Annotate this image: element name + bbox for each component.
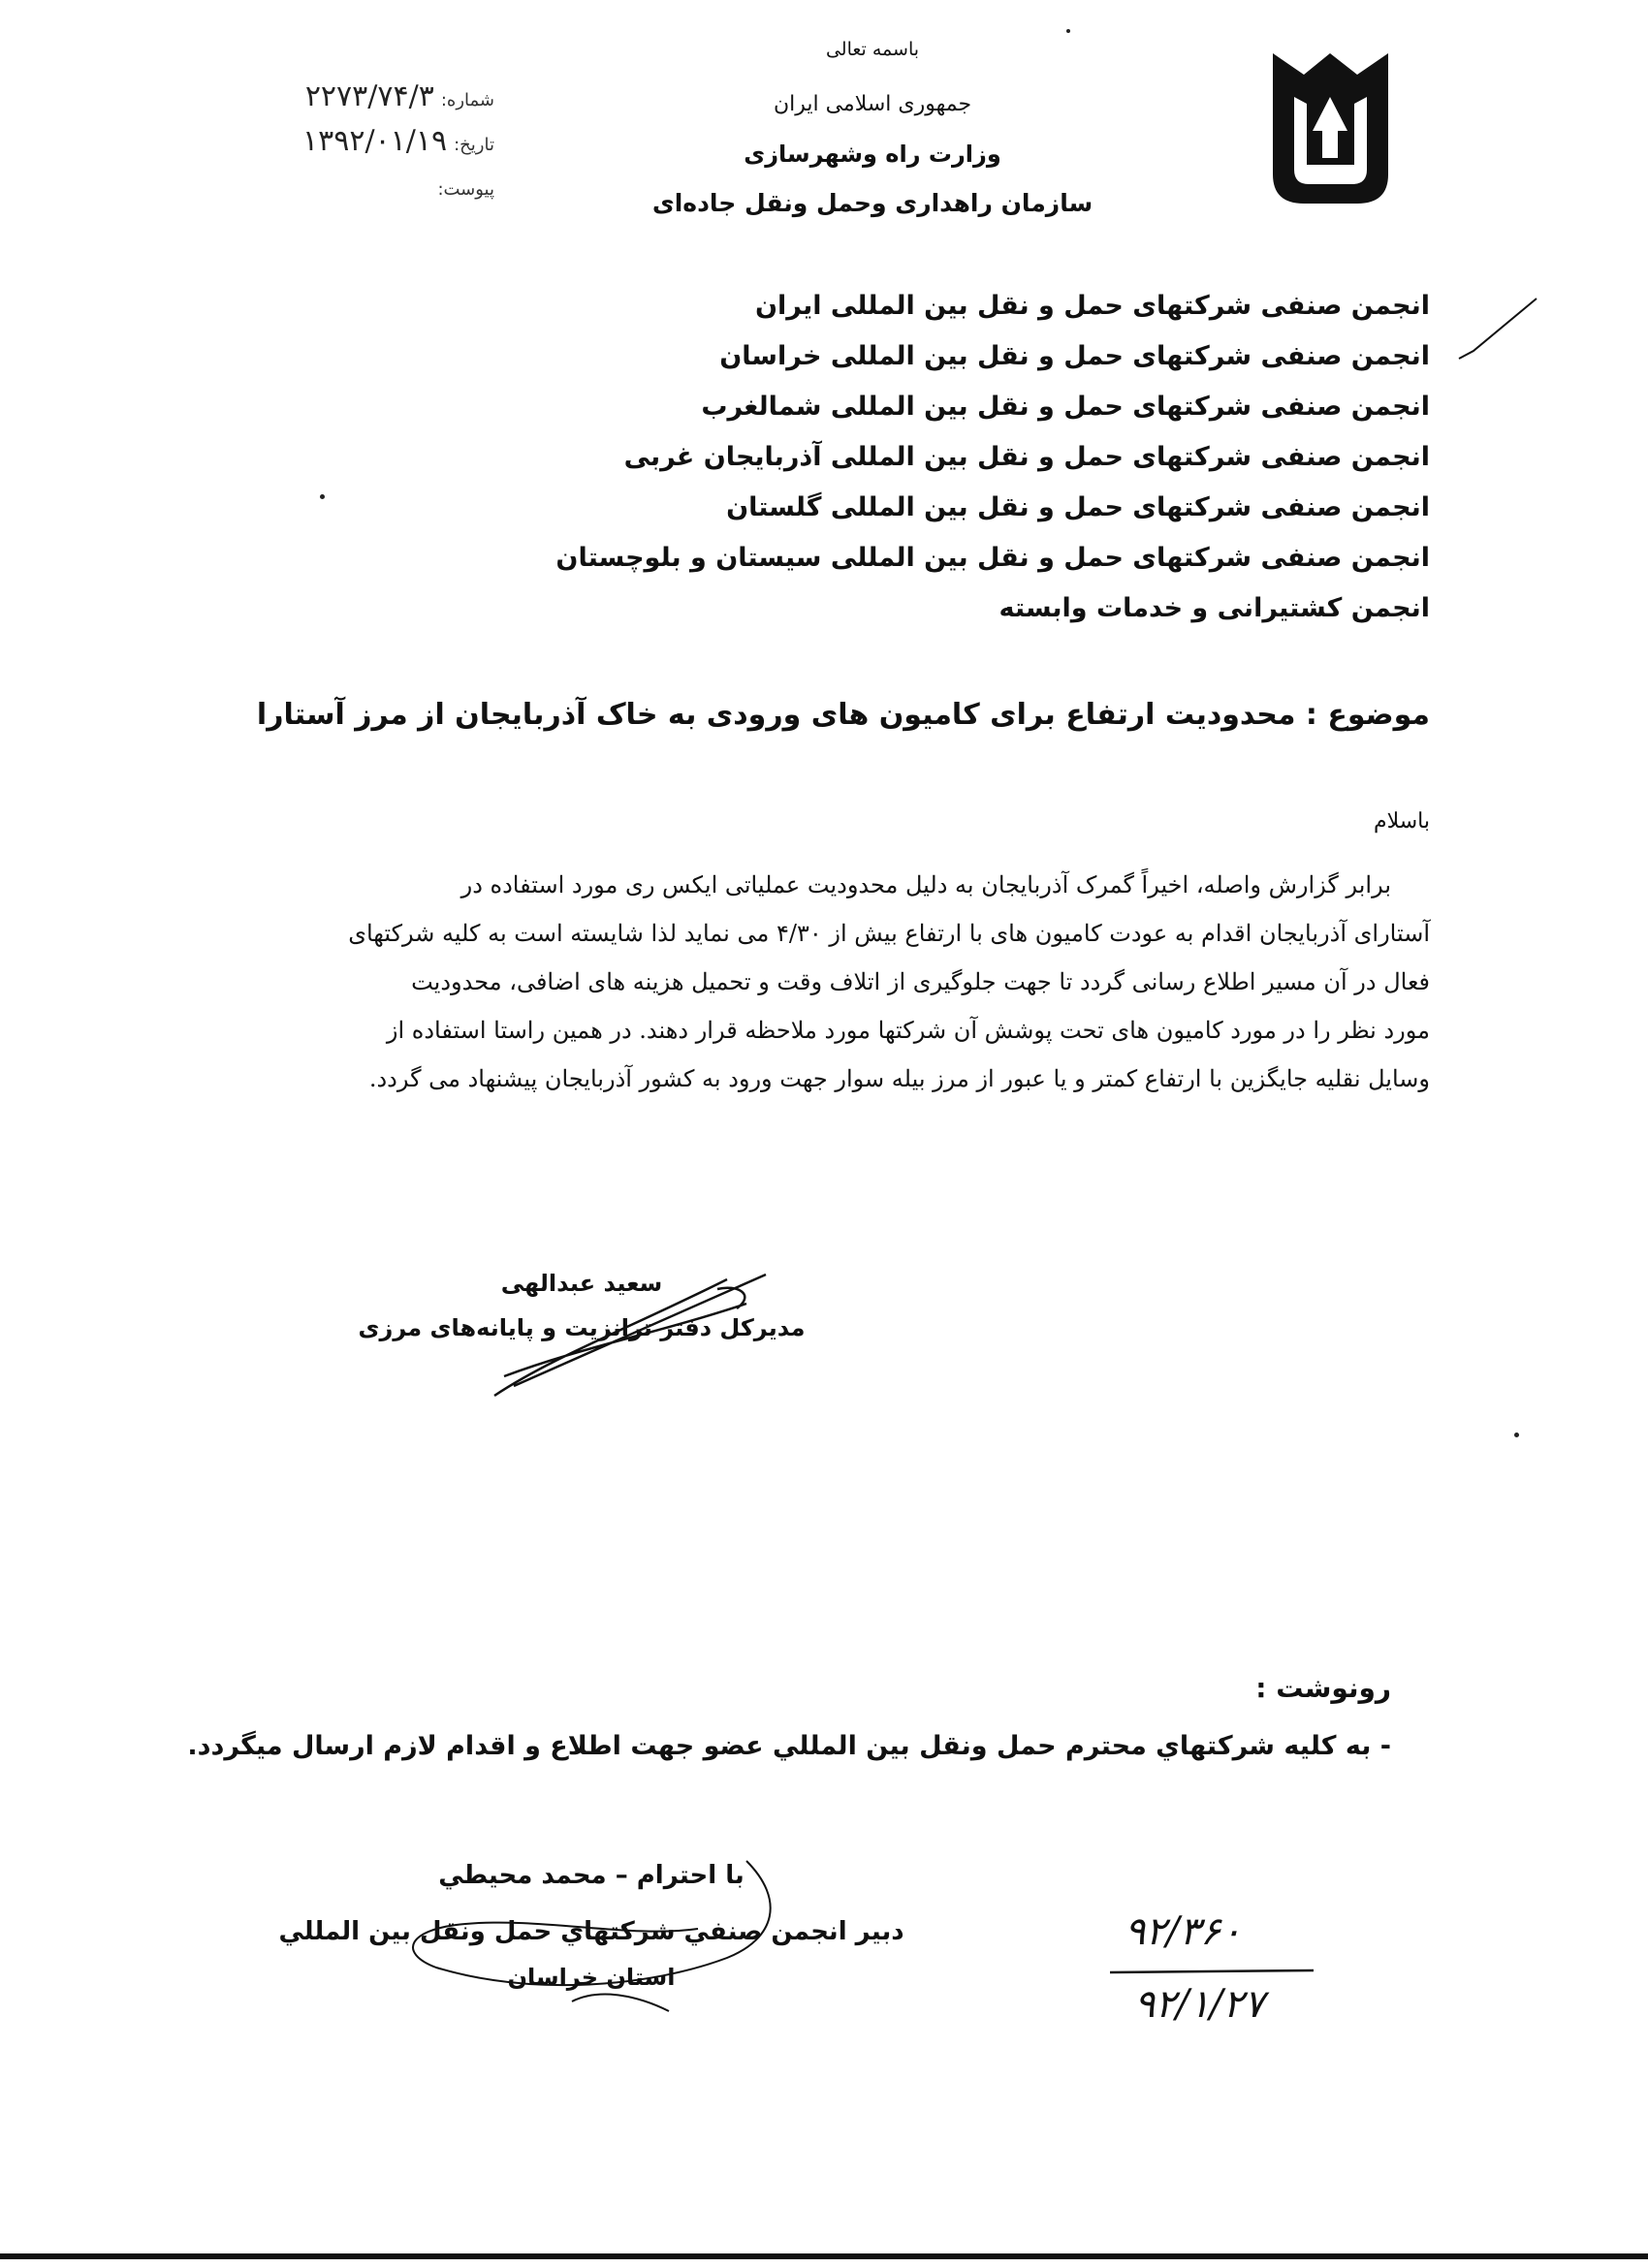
recipient-item: انجمن صنفی شرکتهای حمل و نقل بین المللی سیستان و بلوچستان: [555, 543, 1430, 573]
scan-speck: [1066, 29, 1070, 33]
letter-subject: موضوع : محدودیت ارتفاع برای کامیون های ورودی به خاک آذربایجان از مرز آستارا: [256, 698, 1430, 732]
second-signature-scribble: [378, 1842, 805, 2035]
second-signer-province: استان خراسان: [507, 1964, 676, 1991]
handwritten-underline: [1105, 1963, 1318, 1982]
letterhead-organization: سازمان راهداری وحمل ونقل جاده‌ای: [651, 189, 1093, 217]
second-signer-title: دبير انجمن صنفي شركتهاي حمل ونقل بين المللي: [278, 1917, 904, 1946]
recipient-item: انجمن کشتیرانی و خدمات وابسته: [998, 593, 1430, 623]
body-line: برابر گزارش واصله، اخیراً گمرک آذربایجان به دلیل محدودیت عملیاتی ایکس ری مورد استفاده در: [460, 871, 1391, 898]
recipient-item: انجمن صنفی شرکتهای حمل و نقل بین المللی آذربایجان غربی: [623, 442, 1430, 472]
copy-section: [187, 1672, 1391, 1761]
attachment-label: پیوست:: [437, 179, 494, 200]
scan-speck: [1514, 1433, 1519, 1437]
letterhead-invocation: باسمه تعالی: [825, 39, 920, 60]
greeting: باسلام: [1373, 809, 1430, 834]
body-line: فعال در آن مسیر اطلاع رسانی گردد تا جهت جلوگیری از اتلاف وقت و تحمیل هزینه های اضافی، محدودیت: [411, 968, 1430, 995]
letter-number: [252, 79, 494, 113]
body-line: آستارای آذربایجان اقدام به عودت کامیون های با ارتفاع بیش از ۴/۳۰ می نماید لذا شایسته است به کلیه شرکتهای: [348, 920, 1430, 947]
number-label: شماره:: [440, 90, 494, 110]
letter-body: [204, 861, 1430, 1103]
recipient-item: انجمن صنفی شرکتهای حمل و نقل بین المللی گلستان: [726, 492, 1430, 522]
date-value: ۱۳۹۲/۰۱/۱۹: [301, 124, 448, 158]
ministry-logo: [1265, 44, 1396, 208]
scan-speck: [320, 494, 325, 499]
bottom-edge-rule: [0, 2253, 1648, 2259]
letter-attachment: [407, 176, 494, 201]
signer-title: مدیرکل دفتر ترانزیت و پایانه‌های مرزی: [358, 1314, 806, 1341]
letterhead-country: جمهوری اسلامی ایران: [773, 92, 972, 116]
signer-name: سعید عبدالهی: [500, 1270, 663, 1297]
recipient-item: انجمن صنفی شرکتهای حمل و نقل بین المللی شمالغرب: [701, 392, 1430, 422]
letter-date: [252, 124, 494, 158]
body-line: وسایل نقلیه جایگزین با ارتفاع کمتر و یا عبور از مرز بیله سوار جهت ورود به کشور آذربایجان پیشنهاد می گردد.: [368, 1065, 1430, 1092]
date-label: تاریخ:: [454, 135, 494, 155]
recipient-item: انجمن صنفی شرکتهای حمل و نقل بین المللی ایران: [754, 291, 1430, 321]
copy-item: - به كليه شركتهاي محترم حمل ونقل بين المللي عضو جهت اطلاع و اقدام لازم ارسال ميگردد.: [187, 1731, 1391, 1761]
handwritten-registration-date: ۹۲/۱/۲۷: [1134, 1982, 1265, 2027]
body-line: مورد نظر را در مورد کامیون های تحت پوشش آن شرکتها مورد ملاحظه قرار دهند. در همین راستا استفاده از: [386, 1017, 1430, 1044]
number-value: ۲۲۷۳/۷۴/۳: [304, 79, 434, 113]
recipient-item: انجمن صنفی شرکتهای حمل و نقل بین المللی خراسان: [719, 341, 1430, 371]
recipients-list: [557, 281, 1430, 634]
signature-scribble: [475, 1260, 795, 1405]
second-signer-closing: با احترام – محمد محيطي: [438, 1861, 745, 1890]
letterhead-ministry: وزارت راه وشهرسازی: [744, 141, 1001, 168]
copy-title: رونوشت :: [1255, 1672, 1391, 1704]
margin-check-mark: [1454, 291, 1541, 368]
handwritten-registration-number: ۹۲/۳۶۰: [1125, 1909, 1242, 1954]
